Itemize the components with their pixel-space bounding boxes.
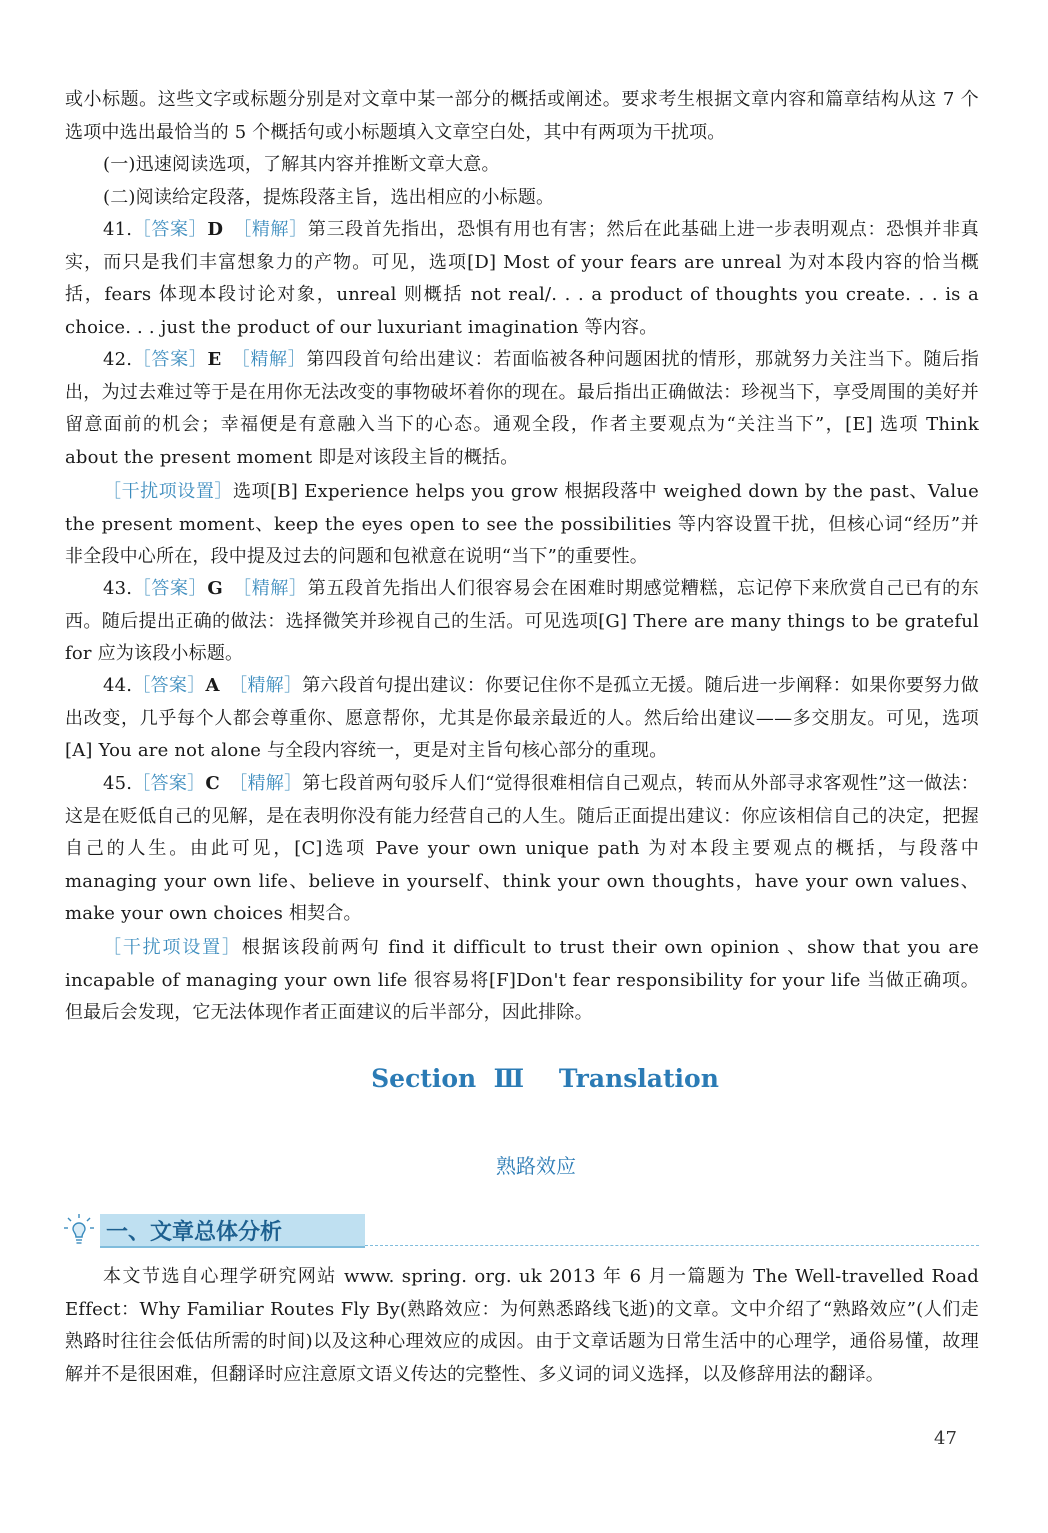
answer-item-43 xyxy=(65,573,979,671)
answer-item-44 xyxy=(65,670,979,768)
section-heading: Section Ⅲ Translation xyxy=(371,1064,719,1093)
answer-tag: ［答案］ xyxy=(132,219,208,240)
article-title: 熟路效应 xyxy=(496,1154,576,1178)
intro-step-1: (一)迅速阅读选项，了解其内容并推断文章大意。 xyxy=(103,154,500,175)
explain-tag: ［精解］ xyxy=(242,219,308,240)
explain-tag: ［精解］ xyxy=(240,349,307,370)
analysis-paragraph: 本文节选自心理学研究网站 www. spring. org. uk 2013 年 6 月一篇题为 The Well-travelled Road Effect：Why Familiar Routes Fly By(熟路效应：为何熟悉路线飞逝)的文章。文中介绍了“熟路效应”(人们走熟路时往往会低估所需的时间)以及这种心理效应的成因。由于文章话题为日常生活中的心理学，通俗易懂，故理解并不是很困难，但翻译时应注意原文语义传达的完整性、多义词的词义选择，以及修辞用法的翻译。 xyxy=(65,1266,979,1385)
explanation-text: 第六段首句提出建议：你要记住你不是孤立无援。随后进一步阐释：如果你要努力做出改变，几乎每个人都会尊重你、愿意帮你，尤其是你最亲最近的人。然后给出建议——多交朋友。可见，选项[A] You are not alone 与全段内容统一，更是对主旨句核心部分的重现。 xyxy=(65,675,979,761)
answer-item-45 xyxy=(65,768,979,931)
distractor-note-42 xyxy=(65,476,979,574)
answer-letter: G xyxy=(207,578,223,599)
distractor-tag: ［干扰项设置］ xyxy=(103,481,233,502)
item-number: 41. xyxy=(103,219,133,240)
explanation-text: 第四段首句给出建议：若面临被各种问题困扰的情形，那就努力关注当下。随后指出，为过去难过等于是在用你无法改变的事物破坏着你的现在。最后指出正确做法：珍视当下，享受周围的美好并留意面前的机会；幸福便是有意融入当下的心态。通观全段，作者主要观点为“关注当下”，[E] 选项 Think about the present moment 即是对该段主旨的概括。 xyxy=(65,349,979,468)
page-number: 47 xyxy=(934,1428,957,1449)
explain-tag: ［精解］ xyxy=(238,773,303,794)
item-number: 43. xyxy=(103,578,133,599)
analysis-header xyxy=(62,1212,979,1248)
item-number: 45. xyxy=(103,773,133,794)
item-number: 42. xyxy=(103,349,133,370)
answer-tag: ［答案］ xyxy=(132,578,208,599)
answer-tag: ［答案］ xyxy=(132,773,206,794)
answer-tag: ［答案］ xyxy=(132,675,206,696)
answer-tag: ［答案］ xyxy=(132,349,208,370)
explanation-text: 第三段首先指出，恐惧有用也有害；然后在此基础上进一步表明观点：恐惧并非真实，而只是我们丰富想象力的产物。可见，选项[D] Most of your fears are unreal 为对本段内容的恰当概括，fears 体现本段讨论对象，unreal 则概括 not real/. . . a product of thoughts you create. . . is a choice. . . just the product of our luxuriant imagination 等内容。 xyxy=(65,219,979,338)
distractor-tag: ［干扰项设置］ xyxy=(103,937,242,958)
answer-item-41 xyxy=(65,214,979,344)
explain-tag: ［精解］ xyxy=(238,675,303,696)
explain-tag: ［精解］ xyxy=(242,578,308,599)
answer-letter: A xyxy=(205,675,220,696)
explanation-text: 第五段首先指出人们很容易会在困难时期感觉糟糕，忘记停下来欣赏自己已有的东西。随后提出正确的做法：选择微笑并珍视自己的生活。可见选项[G] There are many things to be grateful for 应为该段小标题。 xyxy=(65,578,979,664)
item-number: 44. xyxy=(103,675,133,696)
analysis-label: 一、文章总体分析 xyxy=(106,1220,283,1245)
answer-letter: D xyxy=(207,219,224,240)
distractor-note-45 xyxy=(65,932,979,1030)
explanation-text: 第七段首两句驳斥人们“觉得很难相信自己观点，转而从外部寻求客观性”这一做法：这是在贬低自己的见解，是在表明你没有能力经营自己的人生。随后正面提出建议：你应该相信自己的决定，把握自己的人生。由此可见，[C]选项 Pave your own unique path 为对本段主要观点的概括，与段落中 managing your own life、believe in yourself、think your own thoughts，have your own values、make your own choices 相契合。 xyxy=(65,773,979,924)
dashed-rule xyxy=(365,1245,979,1246)
lightbulb-icon xyxy=(62,1212,96,1248)
distractor-text: 根据该段前两句 find it difficult to trust their own opinion 、show that you are incapable of managing your own life 很容易将[F]Don't fear responsibility for your life 当做正确项。但最后会发现，它无法体现作者正面建议的后半部分，因此排除。 xyxy=(65,937,979,1023)
intro-step-2: (二)阅读给定段落，提炼段落主旨，选出相应的小标题。 xyxy=(103,187,555,208)
intro-paragraph: 或小标题。这些文字或标题分别是对文章中某一部分的概括或阐述。要求考生根据文章内容和篇章结构从这 7 个选项中选出最恰当的 5 个概括句或小标题填入文章空白处，其中有两项为干扰项。 xyxy=(65,89,979,143)
distractor-text: 选项[B] Experience helps you grow 根据段落中 weighed down by the past、Value the present moment、keep the eyes open to see the possibilities 等内容设置干扰，但核心词“经历”并非全段中心所在，段中提及过去的问题和包袱意在说明“当下”的重要性。 xyxy=(65,481,979,567)
answer-letter: C xyxy=(205,773,220,794)
answer-item-42 xyxy=(65,344,979,474)
answer-letter: E xyxy=(207,349,222,370)
